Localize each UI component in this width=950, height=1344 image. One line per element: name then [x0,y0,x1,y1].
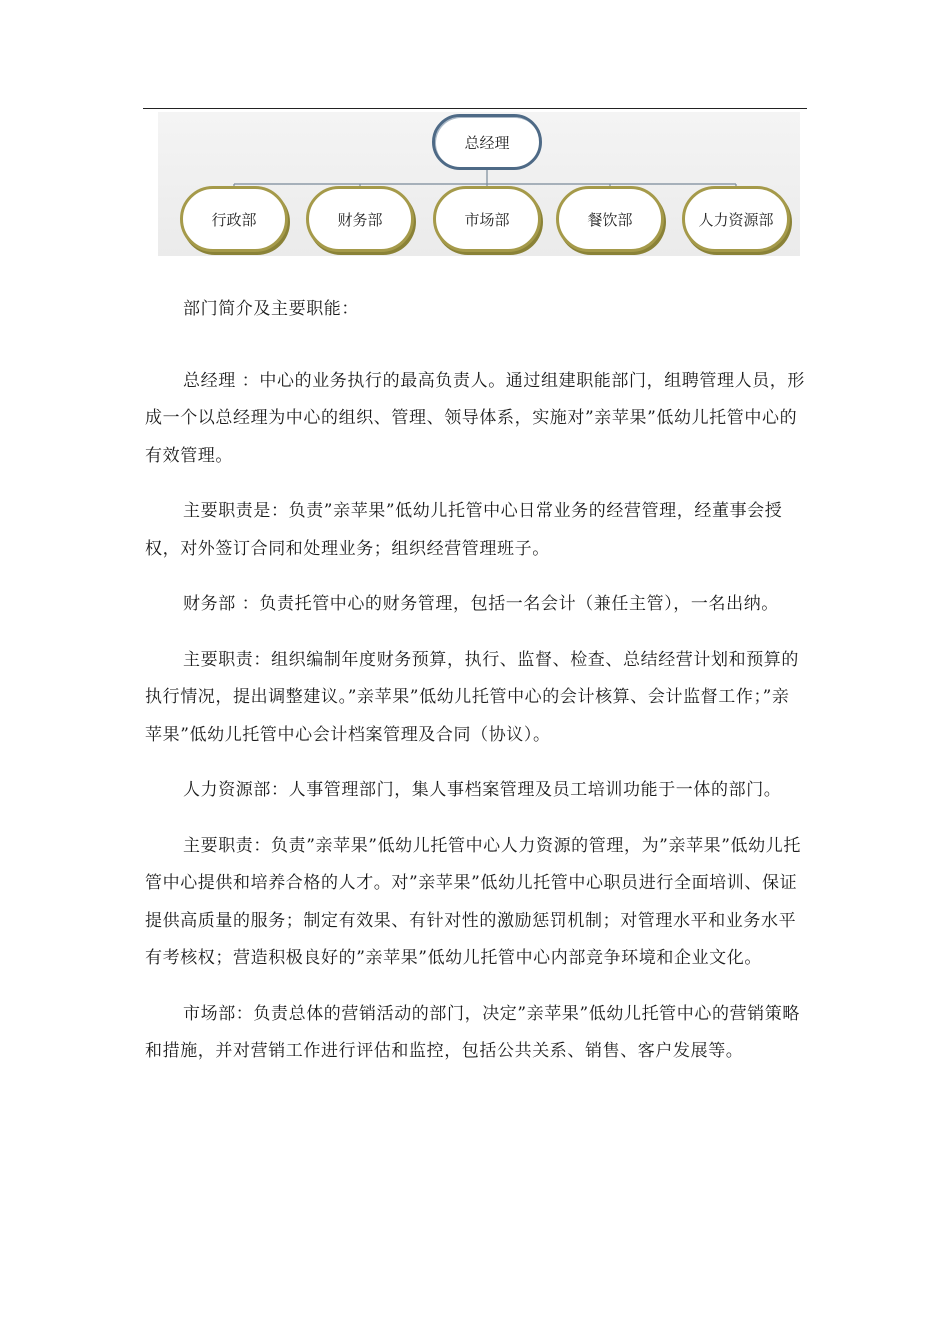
org-node-hr: 人力资源部 [682,186,790,252]
org-node-admin: 行政部 [180,186,288,252]
paragraph-hr: 人力资源部：人事管理部门，集人事档案管理及员工培训功能于一体的部门。 [183,780,782,800]
document-body [145,291,807,1089]
org-node-catering: 餐饮部 [556,186,664,252]
paragraph-finance: 财务部 ：负责托管中心的财务管理，包括一名会计（兼任主管），一名出纳。 [183,594,779,614]
paragraph-hr-duties: 主要职责：负责”亲苹果”低幼儿托管中心人力资源的管理，为”亲苹果”低幼儿托管中心提供和培养合格的人才。对”亲苹果”低幼儿托管中心职员进行全面培训、保证提供高质量的服务；制定有效果、有针对性的激励惩罚机制；对管理水平和业务水平有考核权；营造积极良好的”亲苹果”低幼儿托管中心内部竞争环境和企业文化。 [145,835,801,968]
paragraph-finance-duties: 主要职责：组织编制年度财务预算，执行、监督、检查、总结经营计划和预算的执行情况，提出调整建议。”亲苹果”低幼儿托管中心的会计核算、会计监督工作；”亲苹果”低幼儿托管中心会计档案管理及合同（协议）。 [145,649,799,745]
org-node-marketing: 市场部 [433,186,541,252]
org-chart [158,112,800,256]
paragraph-gm-duties: 主要职责是：负责”亲苹果”低幼儿托管中心日常业务的经营管理，经董事会授权，对外签订合同和处理业务；组织经营管理班子。 [145,501,783,559]
org-node-finance: 财务部 [306,186,414,252]
paragraph-marketing: 市场部：负责总体的营销活动的部门，决定”亲苹果”低幼儿托管中心的营销策略和措施，并对营销工作进行评估和监控，包括公共关系、销售、客户发展等。 [145,1003,800,1061]
header-rule [143,108,807,109]
section-heading: 部门简介及主要职能： [183,299,359,319]
paragraph-general-manager: 总经理 ：中心的业务执行的最高负责人。通过组建职能部门，组聘管理人员，形成一个以总经理为中心的组织、管理、领导体系，实施对”亲苹果”低幼儿托管中心的有效管理。 [145,370,806,466]
org-node-general-manager: 总经理 [432,114,542,170]
